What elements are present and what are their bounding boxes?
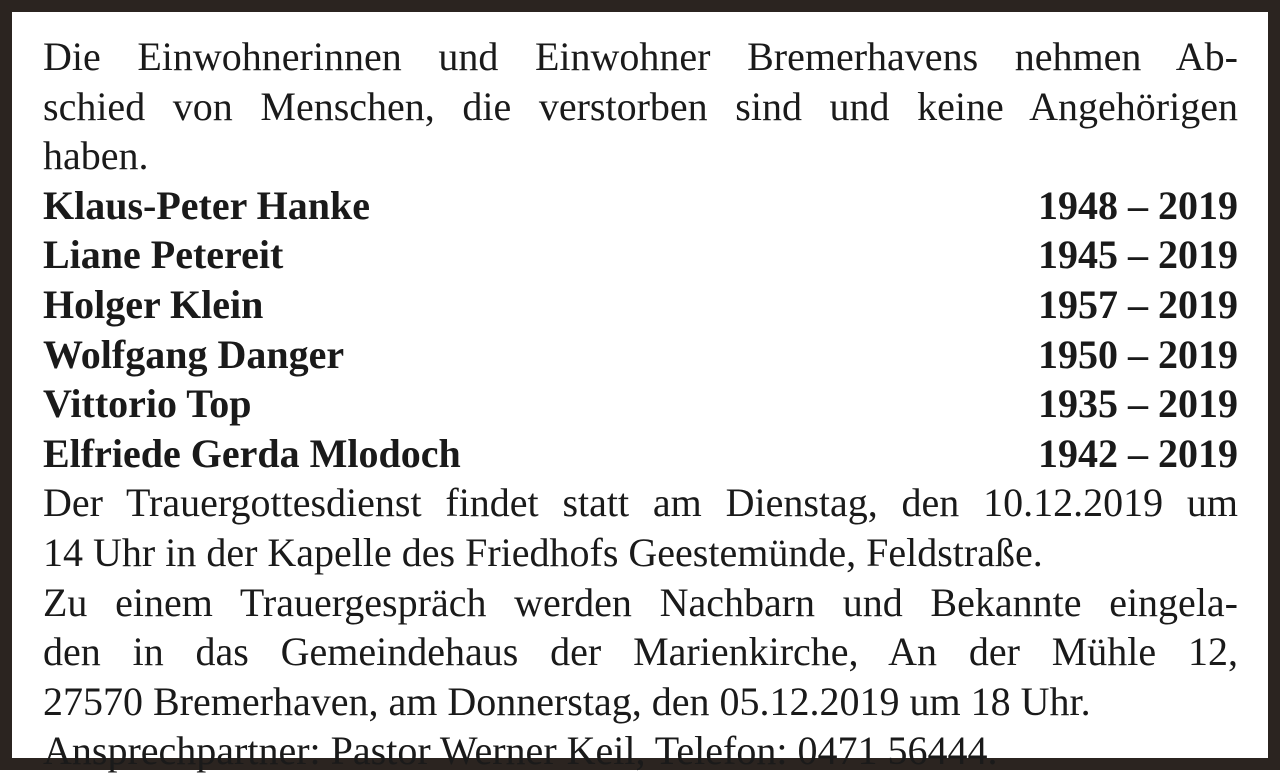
deceased-row: [43, 429, 1238, 479]
deceased-name: Wolfgang Danger: [43, 331, 345, 377]
contact-paragraph: [43, 726, 1238, 776]
service-line-1: Der Trauergottesdienst findet statt am Dienstag, den 10.12.2019 um: [43, 480, 1238, 526]
service-line-2: 14 Uhr in der Kapelle des Friedhofs Geestemünde, Feldstraße.: [43, 529, 1043, 575]
deceased-row: [43, 280, 1238, 330]
service-paragraph: [43, 478, 1238, 577]
deceased-years: 1942 – 2019: [1038, 430, 1238, 476]
deceased-row: [43, 330, 1238, 380]
deceased-years: 1950 – 2019: [1038, 331, 1238, 377]
deceased-name: Holger Klein: [43, 281, 264, 327]
deceased-name: Liane Petereit: [43, 232, 284, 278]
deceased-years: 1935 – 2019: [1038, 381, 1238, 427]
deceased-name: Vittorio Top: [43, 381, 252, 427]
intro-line-2: schied von Menschen, die verstorben sind und keine Angehörigen: [43, 83, 1238, 129]
gathering-line-1: Zu einem Trauergespräch werden Nachbarn und Bekannte eingela-: [43, 579, 1238, 625]
deceased-name: Elfriede Gerda Mlodoch: [43, 430, 461, 476]
deceased-years: 1957 – 2019: [1038, 281, 1238, 327]
intro-line-1: Die Einwohnerinnen und Einwohner Bremerhavens nehmen Ab-: [43, 34, 1238, 79]
deceased-row: [43, 230, 1238, 280]
deceased-years: 1948 – 2019: [1038, 182, 1238, 228]
contact-line: Ansprechpartner: Pastor Werner Keil, Telefon: 0471 56444.: [43, 728, 998, 774]
gathering-line-3: 27570 Bremerhaven, am Donnerstag, den 05.12.2019 um 18 Uhr.: [43, 678, 1091, 724]
intro-paragraph: [43, 32, 1238, 181]
deceased-list: [43, 181, 1238, 479]
intro-line-3: haben.: [43, 133, 149, 179]
deceased-row: [43, 181, 1238, 231]
deceased-row: [43, 379, 1238, 429]
gathering-paragraph: [43, 578, 1238, 727]
gathering-line-2: den in das Gemeindehaus der Marienkirche, An der Mühle 12,: [43, 629, 1238, 675]
deceased-years: 1945 – 2019: [1038, 232, 1238, 278]
deceased-name: Klaus-Peter Hanke: [43, 182, 371, 228]
